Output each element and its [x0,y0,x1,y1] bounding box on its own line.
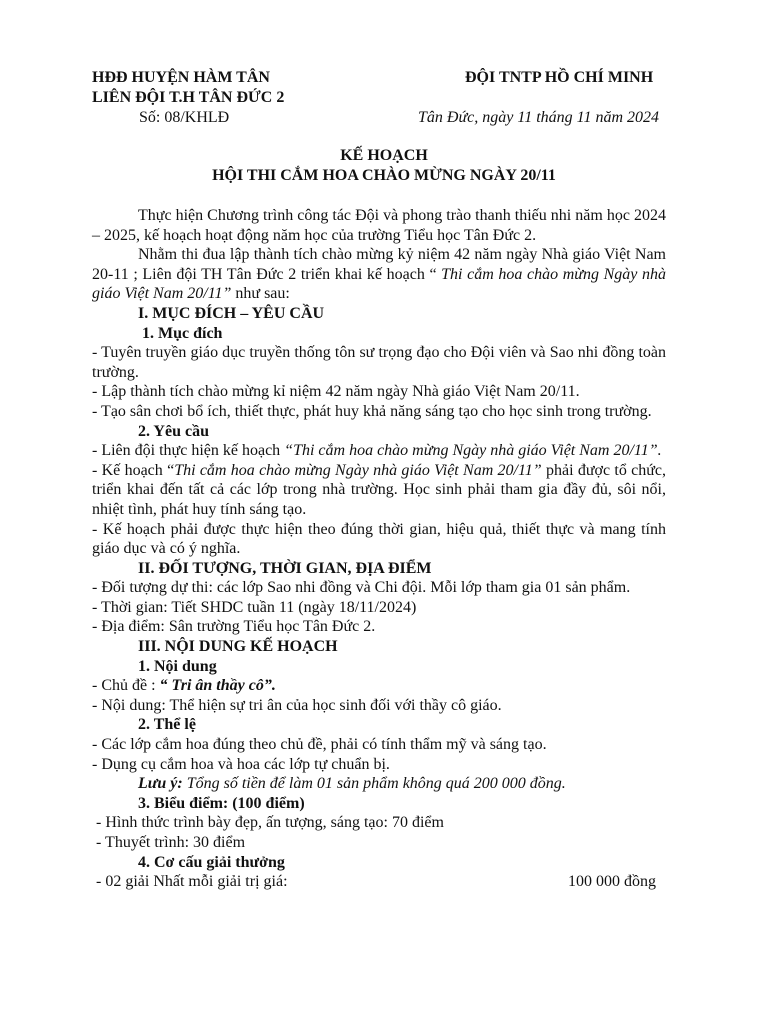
list-item: - Thuyết trình: 30 điểm [96,834,246,851]
list-item: - Nội dung: Thể hiện sự tri ân của học sinh đối với thầy cô giáo. [92,696,502,714]
list-item: - Hình thức trình bày đẹp, ấn tượng, sáng tạo: 70 điểm [96,814,444,832]
list-item: - Dụng cụ cắm hoa và hoa các lớp tự chuẩn bị. [92,755,390,773]
list-item: - Đối tượng dự thi: các lớp Sao nhi đồng và Chi đội. Mỗi lớp tham gia 01 sản phẩm. [92,579,631,597]
document-subtitle: HỘI THI CẮM HOA CHÀO MỪNG NGÀY 20/11 [212,167,556,184]
prize-row [92,872,666,892]
section-3-sub-4: 4. Cơ cấu giải thưởng [138,853,285,871]
list-item-text: - Kế hoạch “ [92,461,175,479]
document-header [0,0,768,140]
document-body [92,206,666,892]
list-item: - Các lớp cắm hoa đúng theo chủ đề, phải có tính thẩm mỹ và sáng tạo. [92,736,547,754]
section-3-sub-3: 3. Biểu điểm: (100 điểm) [138,794,305,812]
document-title: KẾ HOẠCH [340,147,428,164]
section-1-sub-2: 2. Yêu cầu [138,422,209,440]
list-item [92,676,666,696]
list-item: - Tuyên truyền giáo dục truyền thống tôn sư trọng đạo cho Đội viên và Sao nhi đồng toàn trường. [92,344,666,381]
list-item: - Địa điểm: Sân trường Tiểu học Tân Đức 2. [92,618,376,636]
prize-value: 100 000 đồng [568,873,656,891]
list-item: - Lập thành tích chào mừng kỉ niệm 42 năm ngày Nhà giáo Việt Nam 20/11. [92,383,580,401]
list-item-text: - Liên đội thực hiện kế hoạch [92,442,285,460]
theme-label: - Chủ đề : [92,677,160,695]
intro-paragraph-2 [92,245,666,304]
contest-name: Thi cắm hoa chào mừng Ngày nhà giáo Việt Nam 20/11” [174,461,542,479]
note-text: Tổng số tiền để làm 01 sản phẩm không quá 200 000 đồng. [182,775,566,793]
intro-tail: như sau: [231,285,290,303]
section-2-heading: II. ĐỐI TƯỢNG, THỜI GIAN, ĐỊA ĐIỂM [138,559,432,577]
list-item [92,441,666,461]
contest-name: “Thi cắm hoa chào mừng Ngày nhà giáo Việt Nam 20/11”. [284,442,662,460]
section-1-heading: I. MỤC ĐÍCH – YÊU CẦU [138,304,325,322]
list-item [92,461,666,520]
note [92,774,666,794]
document-date: Tân Đức, ngày 11 tháng 11 năm 2024 [418,109,660,126]
note-label: Lưu ý: [138,775,183,793]
intro-text: Nhằm thi đua lập thành tích chào mừng kỷ niệm 42 năm ngày Nhà giáo Việt Nam 20-11 ; Liên đội TH Tân Đức 2 triển khai kế hoạch “ [92,246,666,283]
section-3-heading: III. NỘI DUNG KẾ HOẠCH [138,638,338,656]
prize-label: - 02 giải Nhất mỗi giải trị giá: [96,873,288,891]
list-item: - Tạo sân chơi bổ ích, thiết thực, phát huy khả năng sáng tạo cho học sinh trong trường. [92,402,652,420]
document-number: Số: 08/KHLĐ [139,109,230,126]
list-item: - Kế hoạch phải được thực hiện theo đúng thời gian, hiệu quả, thiết thực và mang tính giáo dục và có ý nghĩa. [92,520,666,558]
organization-name: ĐỘI TNTP HỒ CHÍ MINH [465,69,654,86]
section-3-sub-1: 1. Nội dung [138,657,217,675]
theme-value: “ Tri ân thầy cô”. [159,677,276,695]
contest-name: Thi cắm hoa chào mừng Ngày nhà giáo Việt Nam 20/11” [92,265,667,303]
section-1-sub-1: 1. Mục đích [142,324,223,342]
issuer-line-1: HĐĐ HUYỆN HÀM TÂN [92,69,270,86]
intro-paragraph-1: Thực hiện Chương trình công tác Đội và phong trào thanh thiếu nhi năm học 2024 – 2025, kế hoạch hoạt động năm học của trường Tiểu học Tân Đức 2. [92,207,666,244]
list-item: - Thời gian: Tiết SHDC tuần 11 (ngày 18/11/2024) [92,598,417,616]
issuer-line-2: LIÊN ĐỘI T.H TÂN ĐỨC 2 [92,89,285,106]
list-item-text: phải được tổ chức, triển khai đến tất cả các lớp trong nhà trường. Học sinh phải tham gia đầy đủ, sôi nổi, nhiệt tình, phát huy tính sáng tạo. [92,461,667,518]
section-3-sub-2: 2. Thể lệ [138,716,196,734]
